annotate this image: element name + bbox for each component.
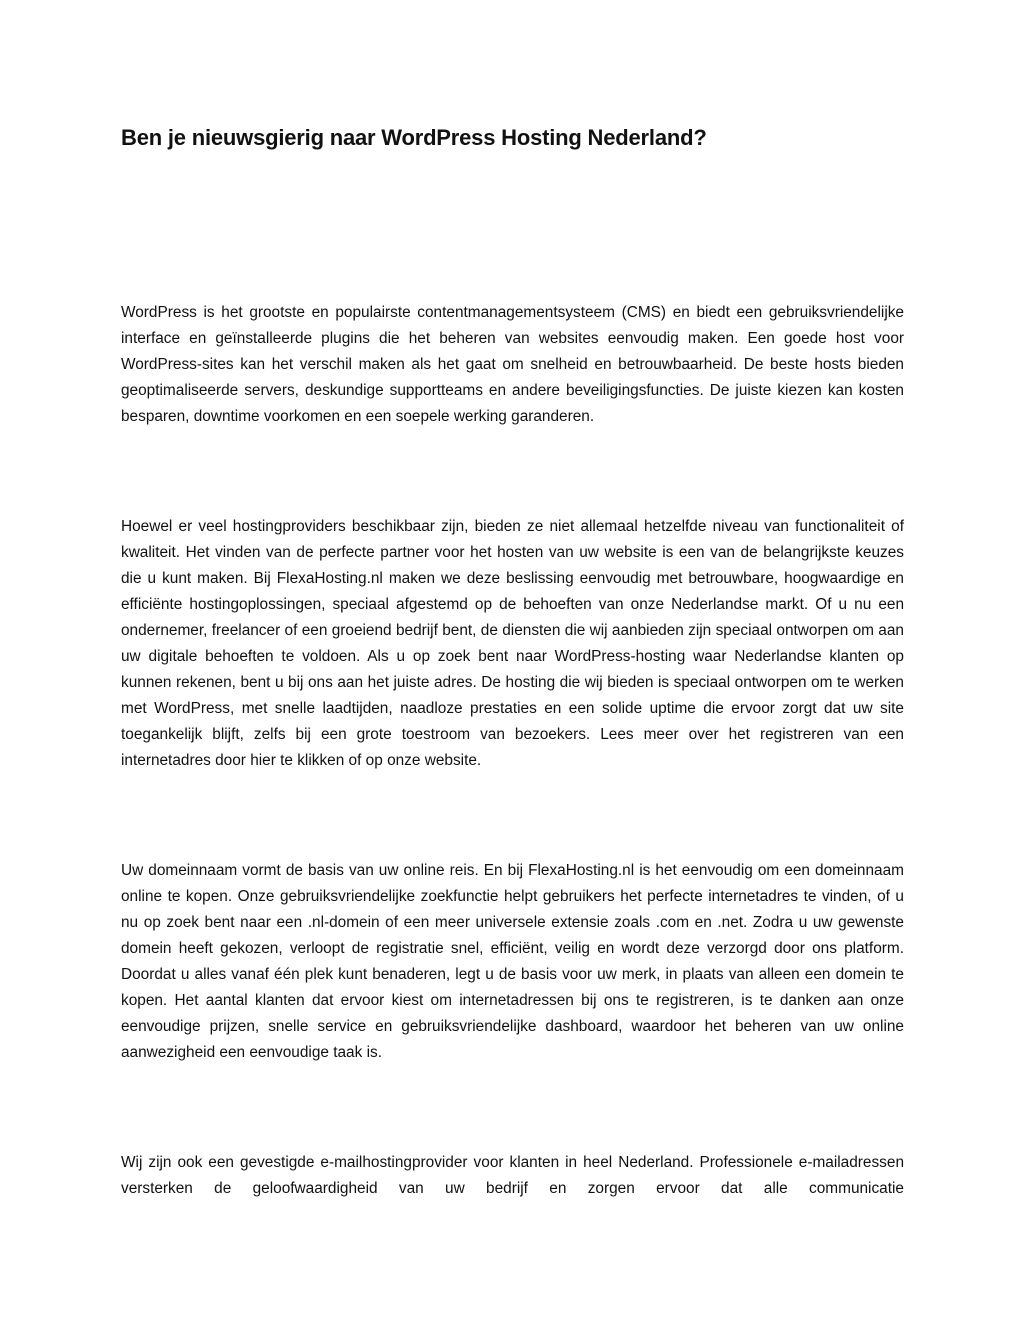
paragraph-hosting-providers: Hoewel er veel hostingproviders beschikbaar zijn, bieden ze niet allemaal hetzelfde niveau van functionaliteit of kwaliteit. Het vinden van de perfecte partner voor het hosten van uw website is een van de belangrijkste keuzes die u kunt maken. Bij FlexaHosting.nl maken we deze beslissing eenvoudig met betrouwbare, hoogwaardige en efficiënte hostingoplossingen, speciaal afgestemd op de behoeften van onze Nederlandse markt. Of u nu een ondernemer, freelancer of een groeiend bedrijf bent, de diensten die wij aanbieden zijn speciaal ontworpen om aan uw digitale behoeften te voldoen. Als u op zoek bent naar WordPress-hosting waar Nederlandse klanten op kunnen rekenen, bent u bij ons aan het juiste adres. De hosting die wij bieden is speciaal ontworpen om te werken met WordPress, met snelle laadtijden, naadloze prestaties en een solide uptime die ervoor zorgt dat uw site toegankelijk blijft, zelfs bij een grote toestroom van bezoekers. Lees meer over het registreren van een internetadres door hier te klikken of op onze website.: [121, 518, 904, 769]
paragraph-wordpress-intro: WordPress is het grootste en populairste contentmanagementsysteem (CMS) en biedt een gebruiksvriendelijke interface en geïnstalleerde plugins die het beheren van websites eenvoudig maken. Een goede host voor WordPress-sites kan het verschil maken als het gaat om snelheid en betrouwbaarheid. De beste hosts bieden geoptimaliseerde servers, deskundige supportteams en andere beveiligingsfuncties. De juiste kiezen kan kosten besparen, downtime voorkomen en een soepele werking garanderen.: [121, 304, 904, 425]
document-title: Ben je nieuwsgierig naar WordPress Hosting Nederland?: [121, 125, 707, 150]
paragraph-email-hosting: Wij zijn ook een gevestigde e-mailhostingprovider voor klanten in heel Nederland. Professionele e-mailadressen versterken de geloofwaardigheid van uw bedrijf en zorgen ervoor dat alle communicatie: [121, 1154, 904, 1197]
paragraph-domain-name: Uw domeinnaam vormt de basis van uw online reis. En bij FlexaHosting.nl is het eenvoudig om een domeinnaam online te kopen. Onze gebruiksvriendelijke zoekfunctie helpt gebruikers het perfecte internetadres te vinden, of u nu op zoek bent naar een .nl-domein of een meer universele extensie zoals .com en .net. Zodra u uw gewenste domein heeft gekozen, verloopt de registratie snel, efficiënt, veilig en wordt deze verzorgd door ons platform. Doordat u alles vanaf één plek kunt benaderen, legt u de basis voor uw merk, in plaats van alleen een domein te kopen. Het aantal klanten dat ervoor kiest om internetadressen bij ons te registreren, is te danken aan onze eenvoudige prijzen, snelle service en gebruiksvriendelijke dashboard, waardoor het beheren van uw online aanwezigheid een eenvoudige taak is.: [121, 862, 904, 1061]
